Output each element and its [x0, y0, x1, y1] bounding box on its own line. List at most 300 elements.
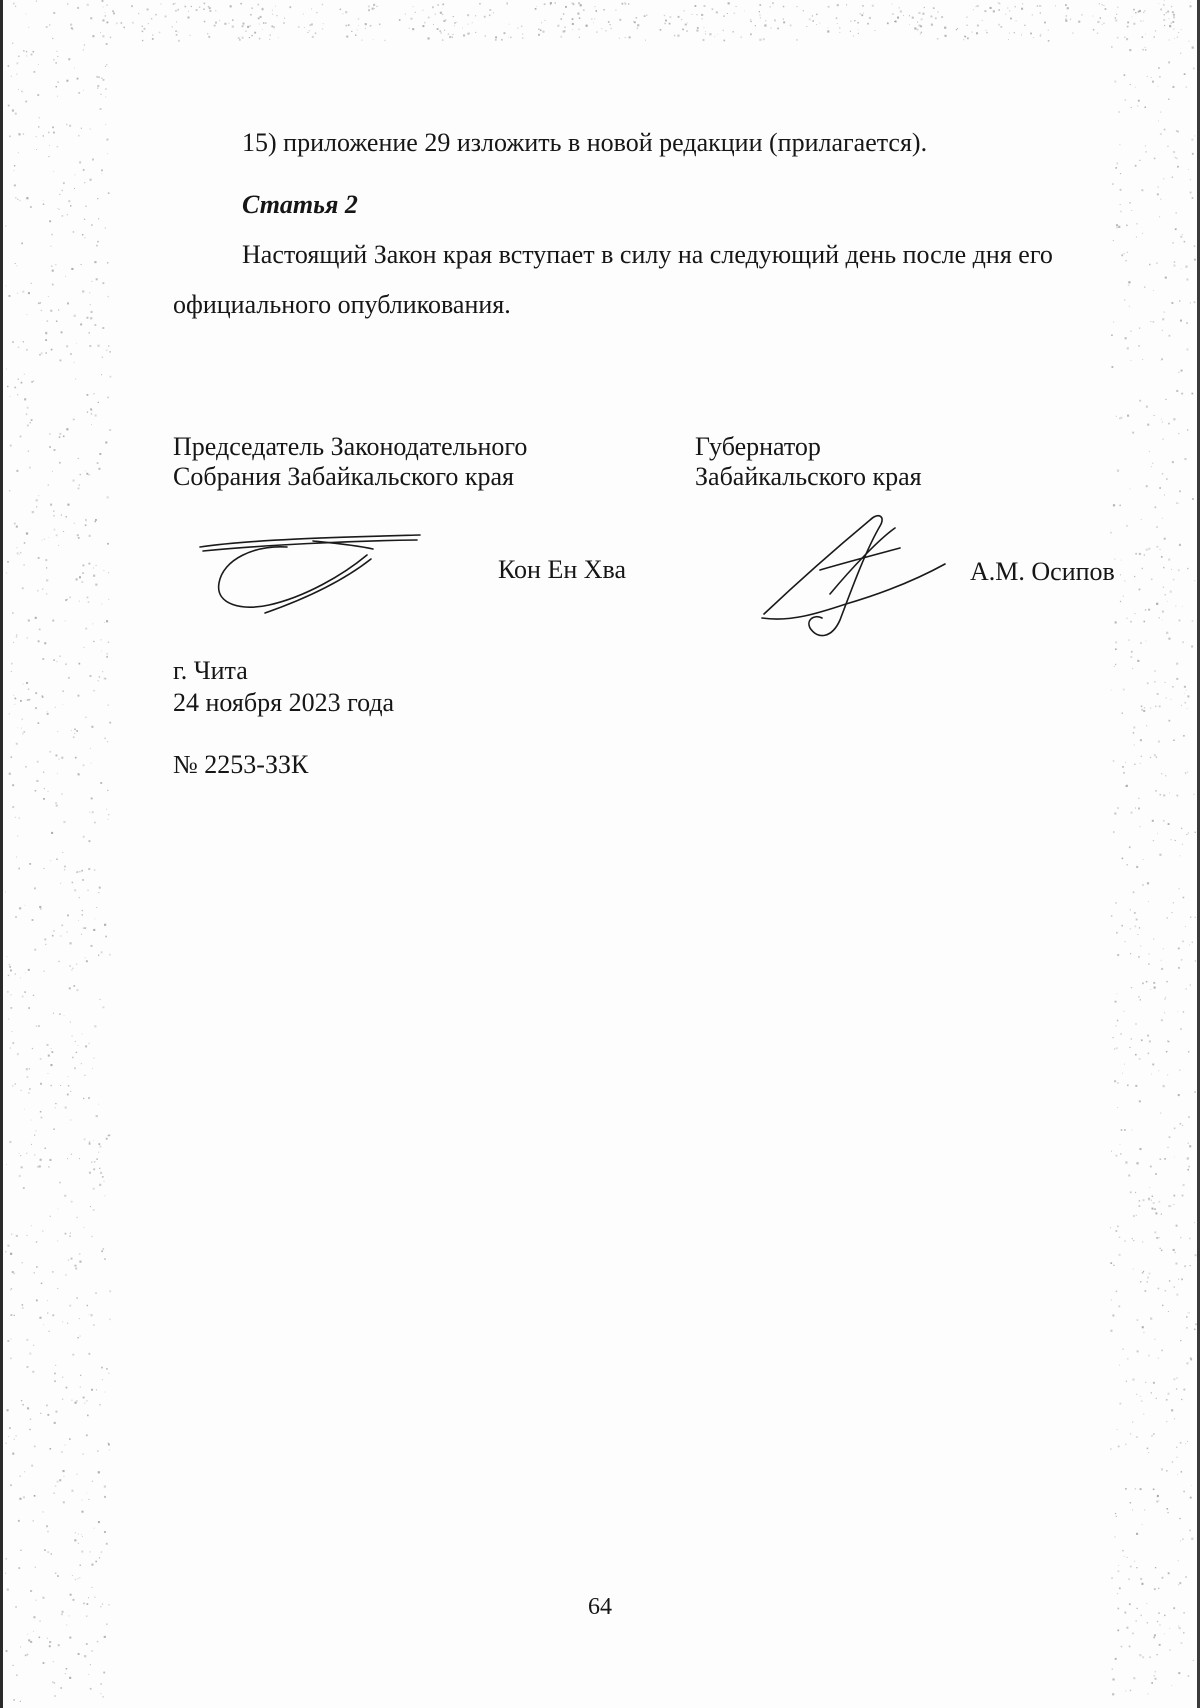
scan-speck	[21, 1090, 22, 1091]
scan-speck	[107, 741, 108, 742]
scan-speck	[45, 944, 46, 945]
scan-speck	[1171, 1409, 1173, 1411]
scan-speck	[540, 30, 542, 32]
scan-speck	[113, 13, 115, 15]
scan-speck	[16, 74, 17, 75]
scan-speck	[1177, 795, 1179, 797]
scan-speck	[40, 908, 42, 910]
scan-speck	[60, 360, 62, 362]
scan-speck	[109, 1319, 111, 1321]
scan-speck	[1131, 987, 1132, 988]
scan-speck	[1181, 828, 1182, 829]
scan-speck	[442, 14, 443, 15]
scan-speck	[30, 206, 32, 208]
scan-speck	[55, 1107, 56, 1108]
scan-speck	[50, 1085, 52, 1087]
scan-speck	[1154, 754, 1155, 755]
scan-speck	[1136, 1567, 1137, 1568]
scan-speck	[750, 19, 752, 21]
scan-speck	[144, 28, 146, 30]
scan-speck	[82, 290, 84, 292]
scan-speck	[1181, 370, 1183, 372]
scan-speck	[1039, 5, 1041, 7]
scan-speck	[70, 1091, 71, 1092]
scan-speck	[48, 156, 49, 157]
scan-speck	[1118, 226, 1120, 228]
scan-speck	[944, 27, 946, 29]
scan-speck	[65, 276, 66, 277]
scan-speck	[61, 793, 63, 795]
scan-speck	[1156, 1237, 1158, 1239]
scan-speck	[1115, 641, 1117, 643]
scan-speck	[1160, 1248, 1161, 1249]
scan-speck	[90, 317, 92, 319]
scan-speck	[84, 1403, 85, 1404]
scan-speck	[1111, 915, 1113, 917]
scan-speck	[10, 1289, 11, 1290]
scan-speck	[1148, 548, 1150, 550]
scan-speck	[101, 374, 102, 375]
scan-speck	[596, 11, 597, 12]
scan-speck	[1155, 1173, 1157, 1175]
scan-speck	[941, 16, 943, 18]
scan-speck	[132, 22, 134, 24]
scan-speck	[79, 663, 81, 665]
scan-speck	[105, 936, 107, 938]
scan-speck	[1092, 16, 1093, 17]
scan-speck	[59, 1479, 61, 1481]
scan-speck	[869, 17, 871, 19]
scan-speck	[70, 1233, 71, 1234]
scan-speck	[7, 386, 8, 387]
scan-speck	[9, 136, 11, 138]
scan-speck	[95, 919, 96, 920]
scan-speck	[664, 15, 665, 16]
scan-speck	[38, 495, 39, 496]
scan-speck	[36, 149, 37, 150]
scan-speck	[1115, 19, 1117, 21]
scan-speck	[765, 20, 766, 21]
scan-speck	[148, 23, 149, 24]
scan-speck	[1144, 287, 1145, 288]
scan-speck	[1009, 10, 1010, 11]
scan-speck	[265, 22, 267, 24]
scan-speck	[1136, 1436, 1138, 1438]
scan-speck	[240, 3, 242, 5]
scan-speck	[1176, 663, 1178, 665]
scan-speck	[51, 832, 53, 834]
scan-speck	[64, 869, 65, 870]
scan-speck	[1155, 1671, 1157, 1673]
scan-speck	[760, 17, 761, 18]
scan-speck	[544, 3, 546, 5]
scan-speck	[19, 554, 20, 555]
scan-speck	[1119, 1365, 1120, 1366]
scan-speck	[1187, 1169, 1189, 1171]
scan-speck	[1167, 601, 1168, 602]
scan-speck	[1181, 268, 1182, 269]
scan-speck	[677, 35, 679, 37]
scan-speck	[6, 1558, 7, 1559]
scan-speck	[596, 10, 598, 12]
scan-speck	[1180, 53, 1181, 54]
scan-speck	[15, 1083, 16, 1084]
scan-speck	[1156, 1501, 1158, 1503]
scan-speck	[82, 572, 84, 574]
scan-speck	[49, 1159, 51, 1161]
scan-speck	[90, 748, 91, 749]
scan-speck	[701, 14, 703, 16]
scan-speck	[38, 1025, 40, 1027]
scan-speck	[1164, 14, 1165, 15]
scan-speck	[1146, 981, 1148, 983]
scan-speck	[1187, 772, 1188, 773]
scan-speck	[52, 1682, 53, 1683]
scan-speck	[36, 1241, 38, 1243]
scan-speck	[196, 9, 198, 11]
scan-speck	[1181, 1471, 1183, 1473]
scan-speck	[1162, 473, 1164, 475]
scan-speck	[1131, 812, 1133, 814]
scan-speck	[1163, 948, 1164, 949]
scan-speck	[45, 1148, 47, 1150]
scan-speck	[96, 1389, 97, 1390]
scan-speck	[563, 30, 565, 32]
scan-speck	[7, 1589, 9, 1591]
scan-speck	[687, 22, 688, 23]
scan-speck	[1130, 656, 1132, 658]
scan-speck	[13, 1042, 14, 1043]
scan-speck	[933, 7, 935, 9]
scan-speck	[860, 13, 861, 14]
scan-speck	[1112, 366, 1114, 368]
scan-speck	[109, 1290, 111, 1292]
scan-speck	[1131, 360, 1132, 361]
scan-speck	[31, 1144, 32, 1145]
scan-speck	[1130, 953, 1131, 954]
scan-speck	[1176, 390, 1178, 392]
scan-speck	[100, 782, 102, 784]
scan-speck	[49, 433, 51, 435]
scan-speck	[36, 1130, 37, 1131]
scan-speck	[1165, 682, 1166, 683]
scan-speck	[79, 1577, 80, 1578]
scan-speck	[98, 955, 99, 956]
scan-speck	[74, 68, 75, 69]
scan-speck	[1175, 157, 1177, 159]
scan-speck	[853, 35, 854, 36]
scan-speck	[34, 1272, 35, 1273]
scan-speck	[1189, 1312, 1190, 1313]
scan-speck	[19, 1498, 21, 1500]
scan-speck	[104, 924, 106, 926]
scan-speck	[637, 28, 638, 29]
scan-speck	[106, 43, 108, 45]
scan-speck	[33, 1345, 34, 1346]
scan-speck	[104, 1486, 106, 1488]
scan-speck	[998, 24, 1000, 26]
scan-speck	[29, 863, 31, 865]
scan-speck	[42, 658, 44, 660]
scan-speck	[54, 1373, 56, 1375]
scan-speck	[82, 1536, 83, 1537]
scan-speck	[686, 24, 687, 25]
scan-speck	[63, 1470, 65, 1472]
scan-speck	[550, 4, 551, 5]
scan-speck	[624, 2, 625, 3]
scan-speck	[67, 1323, 68, 1324]
scan-speck	[479, 3, 481, 5]
scan-speck	[1194, 1329, 1196, 1331]
scan-speck	[78, 1653, 80, 1655]
scan-speck	[41, 310, 42, 311]
scan-speck	[98, 76, 100, 78]
scan-speck	[1171, 6, 1172, 7]
scan-speck	[1187, 708, 1188, 709]
scan-speck	[1178, 569, 1180, 571]
scan-speck	[1139, 160, 1140, 161]
scan-speck	[249, 37, 250, 38]
scan-speck	[1182, 1125, 1183, 1126]
scan-speck	[95, 415, 97, 417]
scan-speck	[76, 872, 77, 873]
scan-speck	[917, 29, 919, 31]
scan-speck	[1114, 1049, 1115, 1050]
scan-speck	[1110, 1227, 1111, 1228]
scan-speck	[935, 17, 937, 19]
scan-speck	[78, 488, 80, 490]
scan-speck	[1142, 884, 1144, 886]
scan-speck	[91, 413, 92, 414]
scan-speck	[702, 18, 703, 19]
scan-speck	[1124, 1064, 1125, 1065]
scan-speck	[78, 537, 80, 539]
scan-speck	[28, 1092, 30, 1094]
scan-speck	[92, 811, 94, 813]
scan-speck	[17, 199, 18, 200]
scan-speck	[64, 1015, 65, 1016]
scan-speck	[1174, 1252, 1175, 1253]
scan-speck	[25, 1655, 27, 1657]
scan-speck	[88, 601, 90, 603]
scan-speck	[1150, 321, 1151, 322]
scan-speck	[78, 920, 79, 921]
scan-speck	[1171, 569, 1172, 570]
scan-speck	[72, 968, 73, 969]
scan-speck	[1195, 832, 1196, 833]
scan-speck	[508, 37, 509, 38]
scan-speck	[1180, 1028, 1182, 1030]
scan-speck	[1143, 12, 1144, 13]
scan-speck	[495, 39, 497, 41]
scan-speck	[5, 225, 6, 226]
scan-speck	[1185, 926, 1186, 927]
scan-speck	[16, 1435, 17, 1436]
scan-speck	[603, 9, 604, 10]
scan-speck	[1133, 1215, 1135, 1217]
scan-speck	[87, 394, 89, 396]
scan-speck	[1116, 1516, 1117, 1517]
scan-speck	[17, 1053, 18, 1054]
scan-speck	[1130, 489, 1131, 490]
scan-speck	[1139, 1654, 1140, 1655]
scan-speck	[89, 1314, 90, 1315]
scan-speck	[1111, 1151, 1112, 1152]
scan-speck	[20, 1550, 21, 1551]
scan-speck	[577, 13, 579, 15]
scan-speck	[51, 234, 53, 236]
scan-speck	[26, 51, 28, 53]
scan-speck	[45, 559, 47, 561]
scan-speck	[263, 22, 265, 24]
scan-speck	[61, 514, 62, 515]
scan-speck	[1129, 846, 1131, 848]
scan-speck	[31, 54, 33, 56]
scan-speck	[214, 25, 216, 27]
scan-speck	[204, 21, 206, 23]
scan-speck	[619, 19, 621, 21]
article-text-line2: официального опубликования.	[173, 290, 511, 319]
scan-speck	[1138, 798, 1139, 799]
scan-speck	[1154, 158, 1156, 160]
scan-speck	[1190, 917, 1191, 918]
scan-speck	[48, 537, 49, 538]
scan-speck	[80, 1386, 81, 1387]
scan-speck	[31, 283, 32, 284]
scan-speck	[80, 474, 81, 475]
scan-speck	[1178, 433, 1179, 434]
scan-speck	[440, 12, 442, 14]
scan-speck	[1111, 1300, 1112, 1301]
scan-speck	[90, 1688, 92, 1690]
scan-speck	[1142, 983, 1144, 985]
scan-speck	[7, 1340, 9, 1342]
scan-speck	[1158, 121, 1159, 122]
scan-speck	[1116, 1047, 1118, 1049]
scan-speck	[723, 40, 725, 42]
scan-speck	[827, 30, 829, 32]
scan-speck	[1175, 606, 1176, 607]
scan-speck	[6, 1164, 7, 1165]
scan-speck	[428, 37, 430, 39]
scan-speck	[96, 76, 98, 78]
scan-speck	[30, 1641, 32, 1643]
scan-speck	[105, 88, 107, 90]
scan-speck	[1142, 1326, 1144, 1328]
scan-speck	[36, 506, 37, 507]
scan-speck	[1142, 568, 1143, 569]
scan-speck	[55, 707, 56, 708]
scan-speck	[1138, 956, 1140, 958]
scan-speck	[19, 1175, 21, 1177]
scan-speck	[1179, 620, 1181, 622]
scan-speck	[678, 16, 680, 18]
scan-speck	[10, 994, 11, 995]
scan-speck	[98, 892, 99, 893]
scan-speck	[1110, 532, 1112, 534]
scan-speck	[1172, 11, 1174, 13]
scan-speck	[37, 590, 39, 592]
scan-speck	[72, 882, 74, 884]
scan-speck	[52, 620, 54, 622]
scan-speck	[1115, 1513, 1116, 1514]
right-signatory-title-line2: Забайкальского края	[695, 462, 922, 491]
scan-speck	[1139, 400, 1141, 402]
scan-speck	[47, 1414, 49, 1416]
scan-speck	[1055, 6, 1056, 7]
scan-speck	[1150, 1166, 1152, 1168]
scan-speck	[1179, 888, 1180, 889]
scan-speck	[1152, 1196, 1153, 1197]
scan-speck	[1143, 1414, 1144, 1415]
scan-speck	[78, 1045, 79, 1046]
scan-edge-left	[0, 0, 3, 1708]
scan-speck	[1113, 760, 1115, 762]
scan-speck	[22, 996, 24, 998]
scan-speck	[1135, 808, 1136, 809]
scan-speck	[276, 15, 277, 16]
scan-speck	[1168, 638, 1170, 640]
scan-speck	[919, 25, 921, 27]
scan-speck	[95, 519, 97, 521]
scan-speck	[986, 32, 987, 33]
scan-speck	[345, 11, 347, 13]
scan-speck	[54, 1380, 56, 1382]
scan-speck	[47, 320, 49, 322]
scan-speck	[73, 419, 75, 421]
scan-speck	[53, 12, 55, 14]
scan-speck	[57, 1208, 58, 1209]
scan-speck	[93, 690, 94, 691]
scan-speck	[1149, 264, 1151, 266]
scan-speck	[1167, 1512, 1168, 1513]
scan-speck	[439, 30, 441, 32]
scan-speck	[34, 1495, 36, 1497]
scan-speck	[52, 471, 53, 472]
scan-speck	[91, 726, 93, 728]
scan-speck	[95, 324, 97, 326]
scan-speck	[323, 23, 324, 24]
scan-speck	[85, 519, 86, 520]
scan-speck	[20, 700, 22, 702]
scan-speck	[53, 511, 54, 512]
scan-speck	[1116, 163, 1118, 165]
scan-speck	[46, 1525, 48, 1527]
scan-speck	[373, 39, 374, 40]
scan-speck	[1187, 1157, 1189, 1159]
scan-speck	[797, 6, 798, 7]
scan-speck	[1161, 1214, 1162, 1215]
scan-speck	[1124, 1241, 1125, 1242]
scan-speck	[1194, 1091, 1195, 1092]
scan-speck	[106, 809, 107, 810]
scan-speck	[93, 1140, 94, 1141]
scan-speck	[1162, 421, 1163, 422]
scan-speck	[101, 169, 103, 171]
scan-speck	[563, 13, 564, 14]
scan-speck	[463, 34, 465, 36]
scan-speck	[8, 65, 10, 67]
scan-speck	[1154, 670, 1155, 671]
scan-speck	[1160, 1158, 1162, 1160]
scan-speck	[1130, 1690, 1132, 1692]
scan-speck	[937, 38, 939, 40]
scan-speck	[102, 671, 103, 672]
scan-speck	[96, 245, 98, 247]
scan-speck	[1181, 705, 1182, 706]
scan-speck	[77, 871, 79, 873]
scan-speck	[26, 349, 27, 350]
